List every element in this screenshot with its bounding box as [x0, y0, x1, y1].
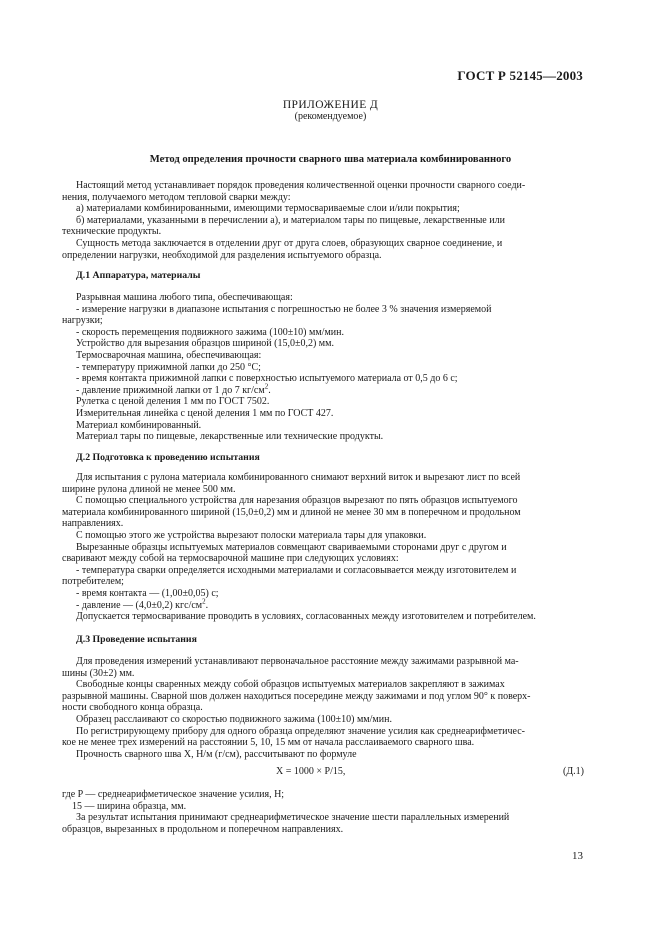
- section-d3-body: [62, 656, 584, 760]
- formula: X = 1000 × P/15,: [276, 766, 346, 777]
- d2-line: сваривают между собой на термосварочной машине при следующих условиях:: [62, 553, 399, 565]
- d1-line: Материал комбинированный.: [76, 419, 202, 431]
- d1-line: Материал тары по пищевые, лекарственные или технические продукты.: [76, 431, 384, 443]
- appendix-subtitle: (рекомендуемое): [294, 111, 367, 122]
- intro-line: технические продукты.: [62, 226, 162, 238]
- d2-line: Для испытания с рулона материала комбинированного снимают верхний виток и вырезают лист по всей: [76, 472, 521, 483]
- d1-line: - температуру прижимной лапки до 250 °С;: [76, 361, 261, 373]
- section-title-d1: Д.1 Аппаратура, материалы: [76, 270, 201, 281]
- d3-line: Для проведения измерений устанавливают первоначальное расстояние между зажимами разрывной ма-: [76, 656, 519, 667]
- d3-line: Свободные концы сваренных между собой образцов испытуемых материалов закрепляют в зажимах: [76, 679, 505, 691]
- intro-line: определении нагрузки, необходимой для разделения испытуемого образца.: [62, 249, 382, 261]
- intro-line: б) материалами, указанными в перечислении а), и материалом тары по пищевые, лекарственные или: [76, 214, 505, 226]
- intro-line: а) материалами комбинированными, имеющими термосвариваемые слои и/или покрытия;: [76, 203, 460, 215]
- d2-line: С помощью специального устройства для нарезания образцов вырезают по пять образцов испытуемого: [76, 495, 518, 507]
- d3-line: ности свободного конца образца.: [62, 702, 203, 714]
- d2-line-pressure: - давление — (4,0±0,2) кгс/$см^2$.: [76, 597, 209, 611]
- d3-line: По регистрирующему прибору для одного образца определяют значение усилия как среднеарифметичес-: [76, 725, 525, 737]
- intro-line: Сущность метода заключается в отделении друг от друга слоев, образующих сварное соединение, и: [76, 237, 503, 249]
- where-line: образцов, вырезанных в продольном и поперечном направлениях.: [62, 823, 344, 835]
- d1-line: Устройство для вырезания образцов шириной (15,0±0,2) мм.: [76, 338, 334, 350]
- section-title-d3: Д.3 Проведение испытания: [76, 634, 197, 645]
- d3-line: Образец расслаивают со скоростью подвижного зажима (100±10) мм/мин.: [76, 713, 392, 725]
- d2-pressure-text: - давление — (4,0±0,2) кгс/см: [76, 599, 203, 611]
- section-d1-body: [62, 292, 584, 443]
- section-title-d2: Д.2 Подготовка к проведению испытания: [76, 452, 260, 463]
- where-line: где P — среднеарифметическое значение усилия, Н;: [62, 789, 285, 800]
- d3-line: кое не менее трех измерений на расстоянии 5, 10, 15 мм от начала расслаиваемого сварного шва.: [62, 737, 475, 749]
- d1-line: Измерительная линейка с ценой деления 1 мм по ГОСТ 427.: [76, 407, 334, 419]
- d1-line: Рулетка с ценой деления 1 мм по ГОСТ 7502.: [76, 396, 270, 408]
- intro-block: [62, 180, 584, 261]
- d3-line: Прочность сварного шва X, Н/м (г/см), рассчитывают по формуле: [76, 748, 357, 760]
- d1-pressure-text: - давление прижимной лапки от 1 до 7 кг/см: [76, 384, 265, 396]
- appendix-title: ПРИЛОЖЕНИЕ Д: [282, 99, 379, 111]
- standard-header: ГОСТ Р 52145—2003: [457, 68, 583, 83]
- intro-line: Настоящий метод устанавливает порядок проведения количественной оценки прочности сварного соеди-: [76, 180, 526, 191]
- d1-line: Разрывная машина любого типа, обеспечивающая:: [76, 292, 293, 303]
- section-d2-body: [62, 472, 584, 623]
- d2-line: С помощью этого же устройства вырезают полоски материала тары для упаковки.: [76, 529, 427, 541]
- d1-line: - время контакта прижимной лапки с поверхностью испытуемого материала от 0,5 до 6 с;: [76, 373, 458, 385]
- where-line: За результат испытания принимают среднеарифметическое значение шести параллельных измерений: [76, 812, 510, 824]
- d1-line-pressure: - давление прижимной лапки от 1 до 7 $кг/см^2$.: [76, 382, 271, 396]
- d2-line: ширине рулона длиной не менее 500 мм.: [62, 483, 236, 495]
- page-number: 13: [572, 850, 583, 862]
- d1-line: - измерение нагрузки в диапазоне испытания с погрешностью не более 3 % значения измеряемой: [76, 303, 492, 315]
- d2-line: Допускается термосваривание проводить в условиях, согласованных между изготовителем и потребителем.: [76, 611, 536, 623]
- d2-line: направлениях.: [62, 518, 124, 530]
- main-title: Метод определения прочности сварного шва материала комбинированного: [149, 154, 512, 165]
- d2-line: материала комбинированного шириной (15,0±0,2) мм и длиной не менее 30 мм в поперечном и продольном: [62, 506, 521, 518]
- d2-line: - время контакта — (1,00±0,05) с;: [76, 587, 219, 599]
- d2-line: - температура сварки определяется исходными материалами и согласовывается между изготовителем и: [76, 564, 517, 576]
- where-block: [62, 789, 584, 835]
- d2-line: Вырезанные образцы испытуемых материалов совмещают свариваемыми сторонами друг с другом и: [76, 541, 507, 553]
- d3-line: шины (30±2) мм.: [62, 667, 135, 679]
- d1-line: Термосварочная машина, обеспечивающая:: [76, 349, 262, 361]
- equation-number: (Д.1): [563, 766, 584, 777]
- d1-line: - скорость перемещения подвижного зажима (100±10) мм/мин.: [76, 326, 344, 338]
- d1-line: нагрузки;: [62, 315, 103, 327]
- where-line: 15 — ширина образца, мм.: [72, 800, 187, 812]
- intro-line: нения, получаемого методом тепловой сварки между:: [62, 191, 291, 203]
- d3-line: разрывной машины. Сварной шов должен находиться посередине между зажимами и под углом 90° к поверх-: [62, 690, 531, 702]
- d2-line: потребителем;: [62, 576, 124, 588]
